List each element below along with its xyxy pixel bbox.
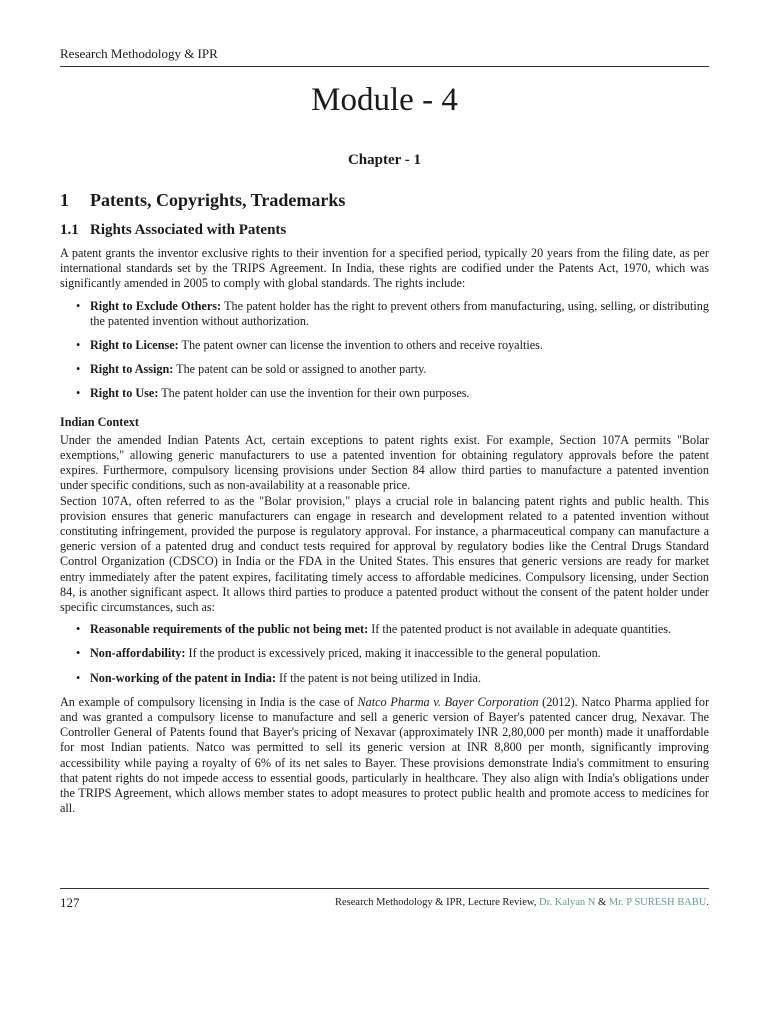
section-title: Patents, Copyrights, Trademarks: [90, 190, 346, 210]
example-paragraph: [60, 695, 709, 817]
list-item: [60, 362, 709, 377]
section-heading: [60, 190, 345, 211]
item-text: If the patented product is not available in adequate quantities.: [368, 622, 672, 637]
bullet-icon: •: [76, 362, 81, 377]
running-head: Research Methodology & IPR: [60, 46, 218, 61]
footer-rule: [60, 888, 709, 889]
credit-prefix: Research Methodology & IPR, Lecture Review,: [335, 897, 540, 908]
bullet-icon: •: [76, 386, 81, 401]
bullet-icon: •: [76, 670, 81, 685]
bullet-icon: •: [76, 298, 81, 313]
item-term: Right to License:: [90, 338, 179, 353]
example-rest: (2012). Natco Pharma applied for and was granted a compulsory license to manufacture and sell a generic version of Bayer's patented cancer drug, Nexavar. The Controller General of Patents found that Bayer's pricing of Nexavar (approximately INR 2,80,000 per month) made it unaffordable for most Indian patients. Natco was permitted to sell its generic version at INR 8,800 per month, significantly improving accessibility while paying a royalty of 6% of its net sales to Bayer. These provisions demonstrate India's commitment to ensuring that patent rights do not impede access to essential goods, particularly in healthcare. They also align with India's obligations under the TRIPS Agreement, which allows member states to adopt measures to protect public health and promote access to medicines for all.: [60, 694, 710, 816]
module-title: Module - 4: [311, 82, 458, 118]
item-text: If the product is excessively priced, making it inaccessible to the general population.: [185, 646, 601, 661]
item-text: The patent holder can use the invention for their own purposes.: [158, 386, 470, 401]
bullet-icon: •: [76, 622, 81, 637]
bullet-icon: •: [76, 646, 81, 661]
item-term: Right to Exclude Others:: [90, 298, 222, 313]
list-item: [60, 622, 709, 637]
chapter-title: Chapter - 1: [347, 152, 422, 168]
section-number: 1: [60, 190, 69, 210]
example-lead: An example of compulsory licensing in India is the case of: [60, 694, 358, 709]
item-term: Right to Assign:: [90, 362, 174, 377]
bullet-icon: •: [76, 338, 81, 353]
header-rule: [60, 66, 709, 67]
subsection-number: 1.1: [60, 222, 79, 238]
bolar-paragraph: Section 107A, often referred to as the "Bolar provision," plays a crucial role in balancing patent rights and public health. This provision ensures that generic manufacturers can engage in research and development related to a patented invention without constituting infringement, provided the purpose is regulatory approval. For instance, a pharmaceutical company can manufacture a generic version of a patented drug and conduct tests required for approval by regulatory bodies like the Central Drugs Standard Control Organization (CDSCO) in India or the FDA in the United States. This ensures that generic versions are ready for market entry immediately after the patent expires, facilitating timely access to affordable medicines. Compulsory licensing, under Section 84, is another significant aspect. It allows third parties to produce a patented product without the consent of the patent holder under specific circumstances, such as:: [60, 493, 709, 615]
author-link-1[interactable]: Dr. Kalyan N: [539, 897, 596, 908]
conditions-list: [60, 622, 709, 686]
item-text: The patent holder has the right to prevent others from manufacturing, using, selling, or distributing the patented invention without authorization.: [90, 298, 709, 328]
list-item: [60, 671, 709, 686]
rights-list: [60, 299, 709, 402]
item-text: The patent owner can license the invention to others and receive royalties.: [178, 338, 543, 353]
item-term: Right to Use:: [90, 386, 159, 401]
indian-context-paragraph: Under the amended Indian Patents Act, certain exceptions to patent rights exist. For example, Section 107A permits "Bolar exemptions," allowing generic manufacturers to use a patented invention for obtaining regulatory approvals before the patent expires. Furthermore, compulsory licensing provisions under Section 84 allow third parties to manufacture a patented invention under specific conditions, such as non-availability at a reasonable price.: [60, 432, 709, 493]
subsection-title: Rights Associated with Patents: [90, 222, 287, 238]
list-item: [60, 299, 709, 329]
case-name: Natco Pharma v. Bayer Corporation: [357, 694, 539, 709]
item-text: If the patent is not being utilized in India.: [275, 670, 481, 685]
author-link-2[interactable]: Mr. P SURESH BABU: [608, 897, 707, 908]
item-text: The patent can be sold or assigned to another party.: [173, 362, 427, 377]
list-item: [60, 338, 709, 353]
subsection-heading: [60, 222, 286, 239]
paragraph-heading: Indian Context: [60, 414, 139, 429]
footer-credit: [335, 897, 709, 908]
document-page: [60, 0, 709, 1024]
item-term: Reasonable requirements of the public not being met:: [90, 622, 369, 637]
page-number: 127: [60, 895, 80, 910]
credit-joiner: &: [595, 897, 609, 908]
list-item: [60, 386, 709, 401]
list-item: [60, 646, 709, 661]
intro-paragraph: A patent grants the inventor exclusive rights to their invention for a specified period, typically 20 years from the filing date, as per international standards set by the TRIPS Agreement. In India, these rights are codified under the Patents Act, 1970, which was significantly amended in 2005 to comply with global standards. The rights include:: [60, 246, 709, 291]
credit-suffix: .: [706, 897, 709, 908]
item-term: Non-affordability:: [90, 646, 186, 661]
body-text: [60, 246, 709, 817]
item-term: Non-working of the patent in India:: [90, 670, 276, 685]
